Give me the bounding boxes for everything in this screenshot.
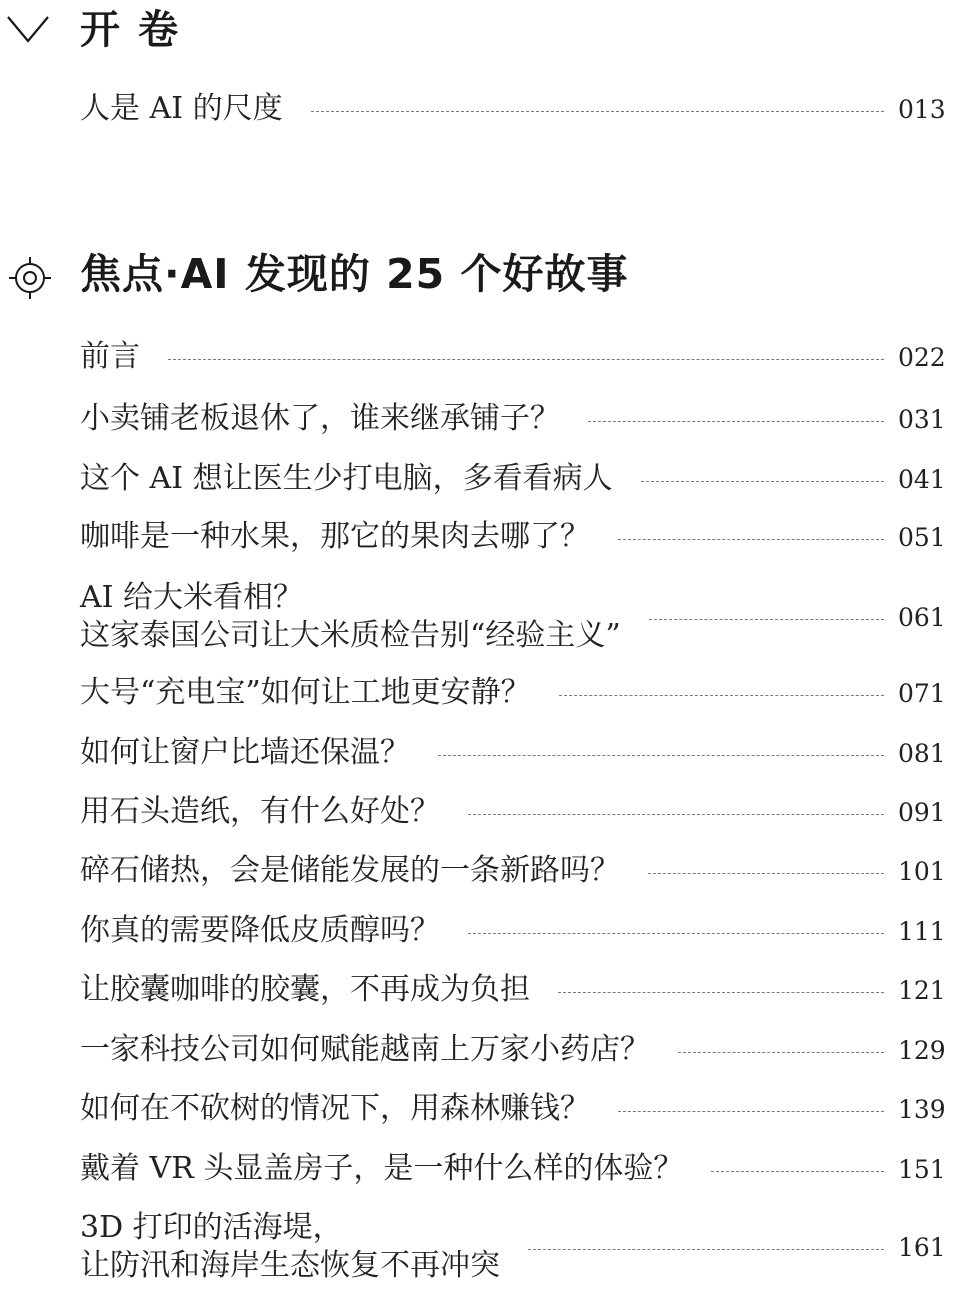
dotted-leader [711, 1171, 884, 1172]
entry-title: 这个 AI 想让医生少打电脑，多看看病人 [80, 461, 613, 496]
page-number: 031 [898, 404, 946, 434]
chevron-down-icon [6, 14, 50, 44]
dotted-leader [618, 539, 884, 540]
toc-entry[interactable] [80, 88, 944, 130]
entry-title: 前言 [80, 339, 140, 374]
entry-title: AI 给大米看相？ 这家泰国公司让大米质检告别“经验主义” [80, 580, 621, 653]
page-number: 101 [898, 856, 946, 886]
entry-title: 人是 AI 的尺度 [80, 91, 283, 126]
toc-entry[interactable] [80, 672, 944, 714]
page-number: 061 [898, 602, 946, 632]
dotted-leader [648, 873, 884, 874]
section-heading-focus [0, 248, 960, 308]
toc-entry[interactable] [80, 791, 944, 833]
page-number: 081 [898, 738, 946, 768]
page-number: 071 [898, 678, 946, 708]
toc-entry[interactable] [80, 458, 944, 500]
toc-entry[interactable] [80, 1029, 944, 1071]
entry-title: 小卖铺老板退休了，谁来继承铺子？ [80, 401, 560, 436]
toc-entry[interactable] [80, 969, 944, 1011]
dotted-leader [311, 111, 884, 112]
section-heading-kaijuan [0, 0, 960, 62]
page-number: 129 [898, 1035, 946, 1065]
entry-title: 一家科技公司如何赋能越南上万家小药店？ [80, 1032, 650, 1067]
toc-entry[interactable] [80, 910, 944, 952]
page-number: 013 [898, 94, 946, 124]
page-number: 022 [898, 342, 946, 372]
target-icon [8, 256, 52, 300]
entry-title: 咖啡是一种水果，那它的果肉去哪了？ [80, 519, 590, 554]
dotted-leader [641, 481, 884, 482]
entry-title: 大号“充电宝”如何让工地更安静？ [80, 675, 531, 710]
page-number: 161 [898, 1232, 946, 1262]
toc-entry[interactable] [80, 398, 944, 440]
page-number: 121 [898, 975, 946, 1005]
entry-title: 如何在不砍树的情况下，用森林赚钱？ [80, 1091, 590, 1126]
dotted-leader [588, 421, 884, 422]
page-number: 111 [898, 916, 946, 946]
entry-title: 你真的需要降低皮质醇吗？ [80, 913, 440, 948]
section-title: 焦点·AI 发现的 25 个好故事 [80, 250, 629, 298]
toc-entry[interactable] [80, 1088, 944, 1130]
toc-entry[interactable] [80, 516, 944, 558]
dotted-leader [558, 992, 884, 993]
dotted-leader [168, 359, 884, 360]
page-number: 139 [898, 1094, 946, 1124]
toc-entry[interactable] [80, 578, 944, 656]
dotted-leader [618, 1111, 884, 1112]
page-number: 051 [898, 522, 946, 552]
entry-title: 用石头造纸，有什么好处？ [80, 794, 440, 829]
entry-title: 戴着 VR 头显盖房子，是一种什么样的体验？ [80, 1151, 684, 1186]
dotted-leader [649, 619, 884, 620]
dotted-leader [559, 695, 884, 696]
entry-title: 3D 打印的活海堤， 让防汛和海岸生态恢复不再冲突 [80, 1210, 500, 1283]
page-number: 151 [898, 1154, 946, 1184]
section-title: 开卷 [80, 7, 196, 53]
dotted-leader [468, 814, 884, 815]
dotted-leader [678, 1052, 884, 1053]
toc-entry[interactable] [80, 732, 944, 774]
toc-entry[interactable] [80, 850, 944, 892]
entry-title: 让胶囊咖啡的胶囊，不再成为负担 [80, 972, 530, 1007]
toc-entry[interactable] [80, 336, 944, 378]
page-number: 091 [898, 797, 946, 827]
toc-entry[interactable] [80, 1148, 944, 1190]
toc-entry[interactable] [80, 1208, 944, 1286]
entry-title: 如何让窗户比墙还保温？ [80, 735, 410, 770]
dotted-leader [528, 1249, 884, 1250]
dotted-leader [468, 933, 884, 934]
entry-title: 碎石储热，会是储能发展的一条新路吗？ [80, 853, 620, 888]
dotted-leader [438, 755, 884, 756]
page-number: 041 [898, 464, 946, 494]
